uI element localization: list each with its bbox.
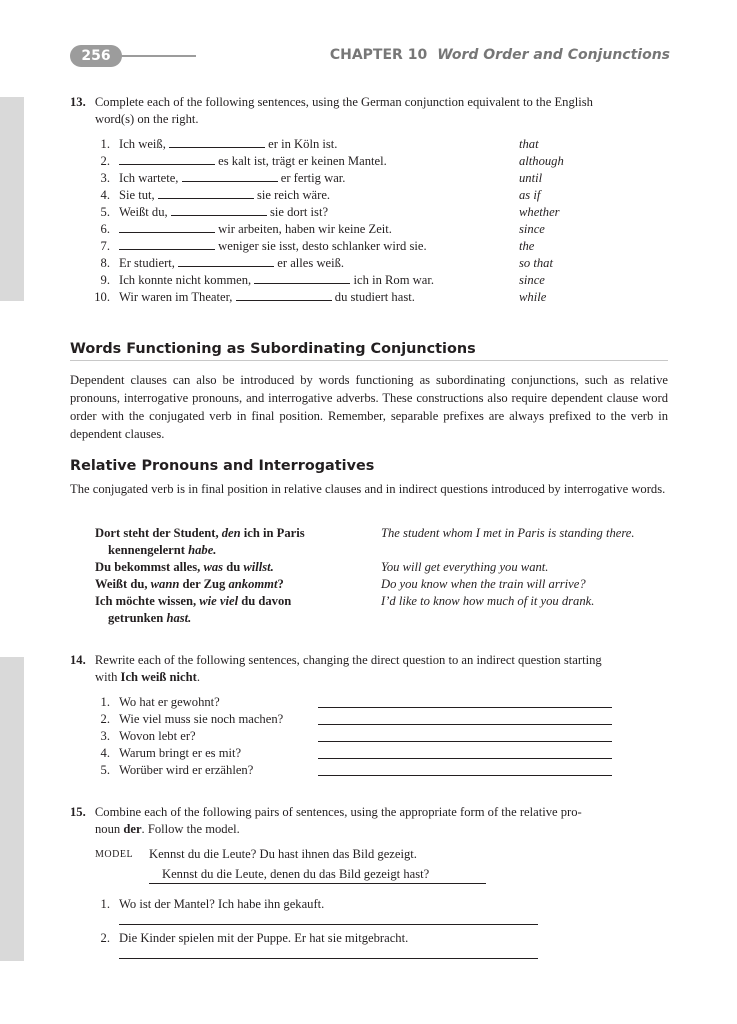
list-item: [0, 273, 737, 290]
chapter-title: Word Order and Conjunctions: [437, 47, 670, 63]
item-number: 2.: [100, 931, 110, 945]
english-equivalent: so that: [519, 256, 553, 270]
item-number: 3.: [100, 171, 110, 185]
answer-line[interactable]: [318, 775, 612, 776]
answer-blank[interactable]: [158, 188, 254, 199]
sentence-after: er alles weiß.: [277, 256, 345, 270]
example-text: getrunken: [108, 611, 167, 625]
sentence-before: Er studiert,: [119, 256, 175, 270]
example-english: I’d like to know how much of it you drank.: [381, 594, 595, 608]
list-item: [0, 746, 737, 763]
exercise-15-instruction: [70, 805, 582, 820]
chapter-header: [330, 47, 670, 63]
example-german: [95, 594, 291, 609]
item-number: 2.: [100, 154, 110, 168]
list-item: [0, 137, 737, 154]
english-equivalent: whether: [519, 205, 560, 219]
item-question: Wovon lebt er?: [119, 729, 196, 743]
item-number: 3.: [100, 729, 110, 743]
answer-blank[interactable]: [171, 205, 267, 216]
item-sentence: [119, 290, 415, 305]
answer-line[interactable]: [318, 724, 612, 725]
model-answer-line: [149, 883, 486, 884]
sentence-after: sie dort ist?: [269, 205, 329, 219]
item-sentence: [119, 154, 387, 169]
sentence-after: es kalt ist, trägt er keinen Mantel.: [218, 154, 387, 168]
answer-line[interactable]: [119, 924, 538, 925]
item-number: 2.: [100, 712, 110, 726]
example-german: [95, 526, 305, 541]
answer-line[interactable]: [119, 958, 538, 959]
sentence-after: ich in Rom war.: [353, 273, 434, 287]
english-equivalent: that: [519, 137, 539, 151]
answer-blank[interactable]: [236, 290, 332, 301]
answer-line[interactable]: [318, 758, 612, 759]
example-verb: hast.: [166, 611, 192, 625]
model-label: MODEL: [95, 849, 134, 860]
instruction-text: . Follow the model.: [141, 822, 240, 836]
item-question: Wo hat er gewohnt?: [119, 695, 220, 709]
sentence-after: weniger sie isst, desto schlanker wird sie.: [218, 239, 427, 253]
list-item: [0, 763, 737, 780]
example-english: Do you know when the train will arrive?: [381, 577, 586, 591]
item-number: 1.: [100, 897, 110, 911]
exercise-15-instruction-line2: [95, 822, 240, 837]
english-equivalent: since: [519, 222, 545, 236]
item-sentence: [119, 239, 427, 254]
example-text: kennengelernt: [108, 543, 189, 557]
english-equivalent: the: [519, 239, 535, 253]
answer-line[interactable]: [318, 741, 612, 742]
exercise-13-instruction: [70, 95, 593, 110]
item-number: 9.: [100, 273, 110, 287]
sentence-before: Ich weiß,: [119, 137, 166, 151]
item-number: 1.: [100, 695, 110, 709]
answer-blank[interactable]: [169, 137, 265, 148]
item-number: 1.: [100, 137, 110, 151]
model-prompt: Kennst du die Leute? Du hast ihnen das Bild gezeigt.: [149, 847, 417, 861]
list-item: [0, 931, 737, 948]
chapter-label: CHAPTER 10: [329, 47, 428, 63]
sentence-after: er fertig war.: [280, 171, 346, 185]
exercise-14-instruction-line2: [95, 670, 200, 685]
answer-line[interactable]: [318, 707, 612, 708]
sentence-before: Ich wartete,: [119, 171, 179, 185]
sentence-after: wir arbeiten, haben wir keine Zeit.: [218, 222, 392, 236]
item-sentence: [119, 188, 330, 203]
exercise-15-instruction-line1: Combine each of the following pairs of sentences, using the appropriate form of the relative pro-: [94, 805, 582, 819]
exercise-13-instruction-line1: Complete each of the following sentences, using the German conjunction equivalent to the English: [94, 95, 593, 109]
item-number: 5.: [100, 205, 110, 219]
item-number: 10.: [94, 290, 110, 304]
english-equivalent: until: [519, 171, 543, 185]
exercise-14-number: 14.: [70, 653, 86, 667]
item-sentence: [119, 205, 328, 220]
english-equivalent: as if: [519, 188, 541, 202]
instruction-text: .: [196, 670, 200, 684]
english-equivalent: since: [519, 273, 545, 287]
list-item: [0, 729, 737, 746]
example-english: You will get everything you want.: [381, 560, 549, 574]
example-verb: ankommt: [228, 577, 278, 591]
item-question: Warum bringt er es mit?: [119, 746, 242, 760]
answer-blank[interactable]: [119, 154, 215, 165]
item-sentence-pair: Die Kinder spielen mit der Puppe. Er hat sie mitgebracht.: [119, 931, 409, 945]
item-number: 5.: [100, 763, 110, 777]
instruction-text: noun: [95, 822, 124, 836]
example-german-cont: [108, 543, 216, 558]
section-heading-subordinating: Words Functioning as Subordinating Conjunctions: [70, 341, 476, 357]
exercise-13-instruction-line2: word(s) on the right.: [95, 112, 199, 126]
answer-blank[interactable]: [254, 273, 350, 284]
model-answer: Kennst du die Leute, denen du das Bild gezeigt hast?: [162, 867, 430, 881]
list-item: [0, 205, 737, 222]
example-keyword: wann: [150, 577, 180, 591]
item-sentence: [119, 222, 392, 237]
list-item: [0, 239, 737, 256]
sentence-before: Sie tut,: [119, 188, 155, 202]
example-keyword: was: [203, 560, 224, 574]
example-german: [95, 560, 274, 575]
list-item: [0, 695, 737, 712]
example-english: The student whom I met in Paris is standing there.: [381, 526, 635, 540]
example-text: ich in Paris: [240, 526, 305, 540]
section-heading-relative-pronouns: Relative Pronouns and Interrogatives: [70, 458, 375, 474]
list-item: [0, 188, 737, 205]
exercise-15-number: 15.: [70, 805, 86, 819]
sentence-after: sie reich wäre.: [257, 188, 331, 202]
section-rule: [70, 360, 668, 361]
item-sentence: [119, 273, 434, 288]
item-sentence: [119, 256, 344, 271]
example-text: Du bekommst alles,: [95, 560, 204, 574]
example-verb: habe.: [188, 543, 217, 557]
sentence-before: Wir waren im Theater,: [119, 290, 233, 304]
answer-blank[interactable]: [119, 239, 215, 250]
item-number: 4.: [100, 188, 110, 202]
page-number-rule: [118, 55, 196, 57]
instruction-text: with: [95, 670, 121, 684]
instruction-keyword: Ich weiß nicht: [120, 670, 197, 684]
sentence-before: Weißt du,: [119, 205, 168, 219]
section-paragraph: Dependent clauses can also be introduced by words functioning as subordinating conjunctions, such as relative pronouns, interrogative pronouns, and interrogative adverbs. These constructions also require dependent clause word order with the conjugated verb in final position. Remember, separable prefixes are always prefixed to the verb in dependent clauses.: [70, 373, 668, 441]
list-item: [0, 897, 737, 914]
english-equivalent: although: [519, 154, 564, 168]
exercise-13-number: 13.: [70, 95, 86, 109]
example-german-cont: [108, 611, 191, 626]
sentence-before: Ich konnte nicht kommen,: [119, 273, 252, 287]
item-question: Wie viel muss sie noch machen?: [119, 712, 284, 726]
example-text: du: [223, 560, 244, 574]
section-paragraph: The conjugated verb is in final position in relative clauses and in indirect questions introduced by interrogative words.: [70, 482, 666, 496]
list-item: [0, 222, 737, 239]
list-item: [0, 712, 737, 729]
item-sentence: [119, 171, 345, 186]
item-question: Worüber wird er erzählen?: [119, 763, 254, 777]
example-verb: willst.: [243, 560, 274, 574]
item-number: 7.: [100, 239, 110, 253]
item-sentence-pair: Wo ist der Mantel? Ich habe ihn gekauft.: [119, 897, 325, 911]
page-number: 256: [70, 45, 122, 67]
list-item: [0, 290, 737, 307]
item-number: 8.: [100, 256, 110, 270]
example-text: der Zug: [179, 577, 229, 591]
item-sentence: [119, 137, 337, 152]
example-keyword: wie viel: [199, 594, 239, 608]
example-text: Dort steht der Student,: [95, 526, 222, 540]
example-text: Ich möchte wissen,: [95, 594, 200, 608]
example-text: Weißt du,: [95, 577, 151, 591]
example-text: du davon: [238, 594, 292, 608]
answer-blank[interactable]: [119, 222, 215, 233]
sentence-after: du studiert hast.: [334, 290, 415, 304]
item-number: 4.: [100, 746, 110, 760]
list-item: [0, 154, 737, 171]
example-german: [95, 577, 284, 592]
english-equivalent: while: [519, 290, 547, 304]
instruction-keyword: der: [123, 822, 142, 836]
example-text: ?: [277, 577, 284, 591]
answer-blank[interactable]: [178, 256, 274, 267]
sentence-after: er in Köln ist.: [268, 137, 338, 151]
list-item: [0, 171, 737, 188]
item-number: 6.: [100, 222, 110, 236]
example-keyword: den: [221, 526, 241, 540]
answer-blank[interactable]: [182, 171, 278, 182]
list-item: [0, 256, 737, 273]
exercise-14-instruction-line1: Rewrite each of the following sentences, changing the direct question to an indirect question starting: [94, 653, 602, 667]
exercise-14-instruction: [70, 653, 602, 668]
